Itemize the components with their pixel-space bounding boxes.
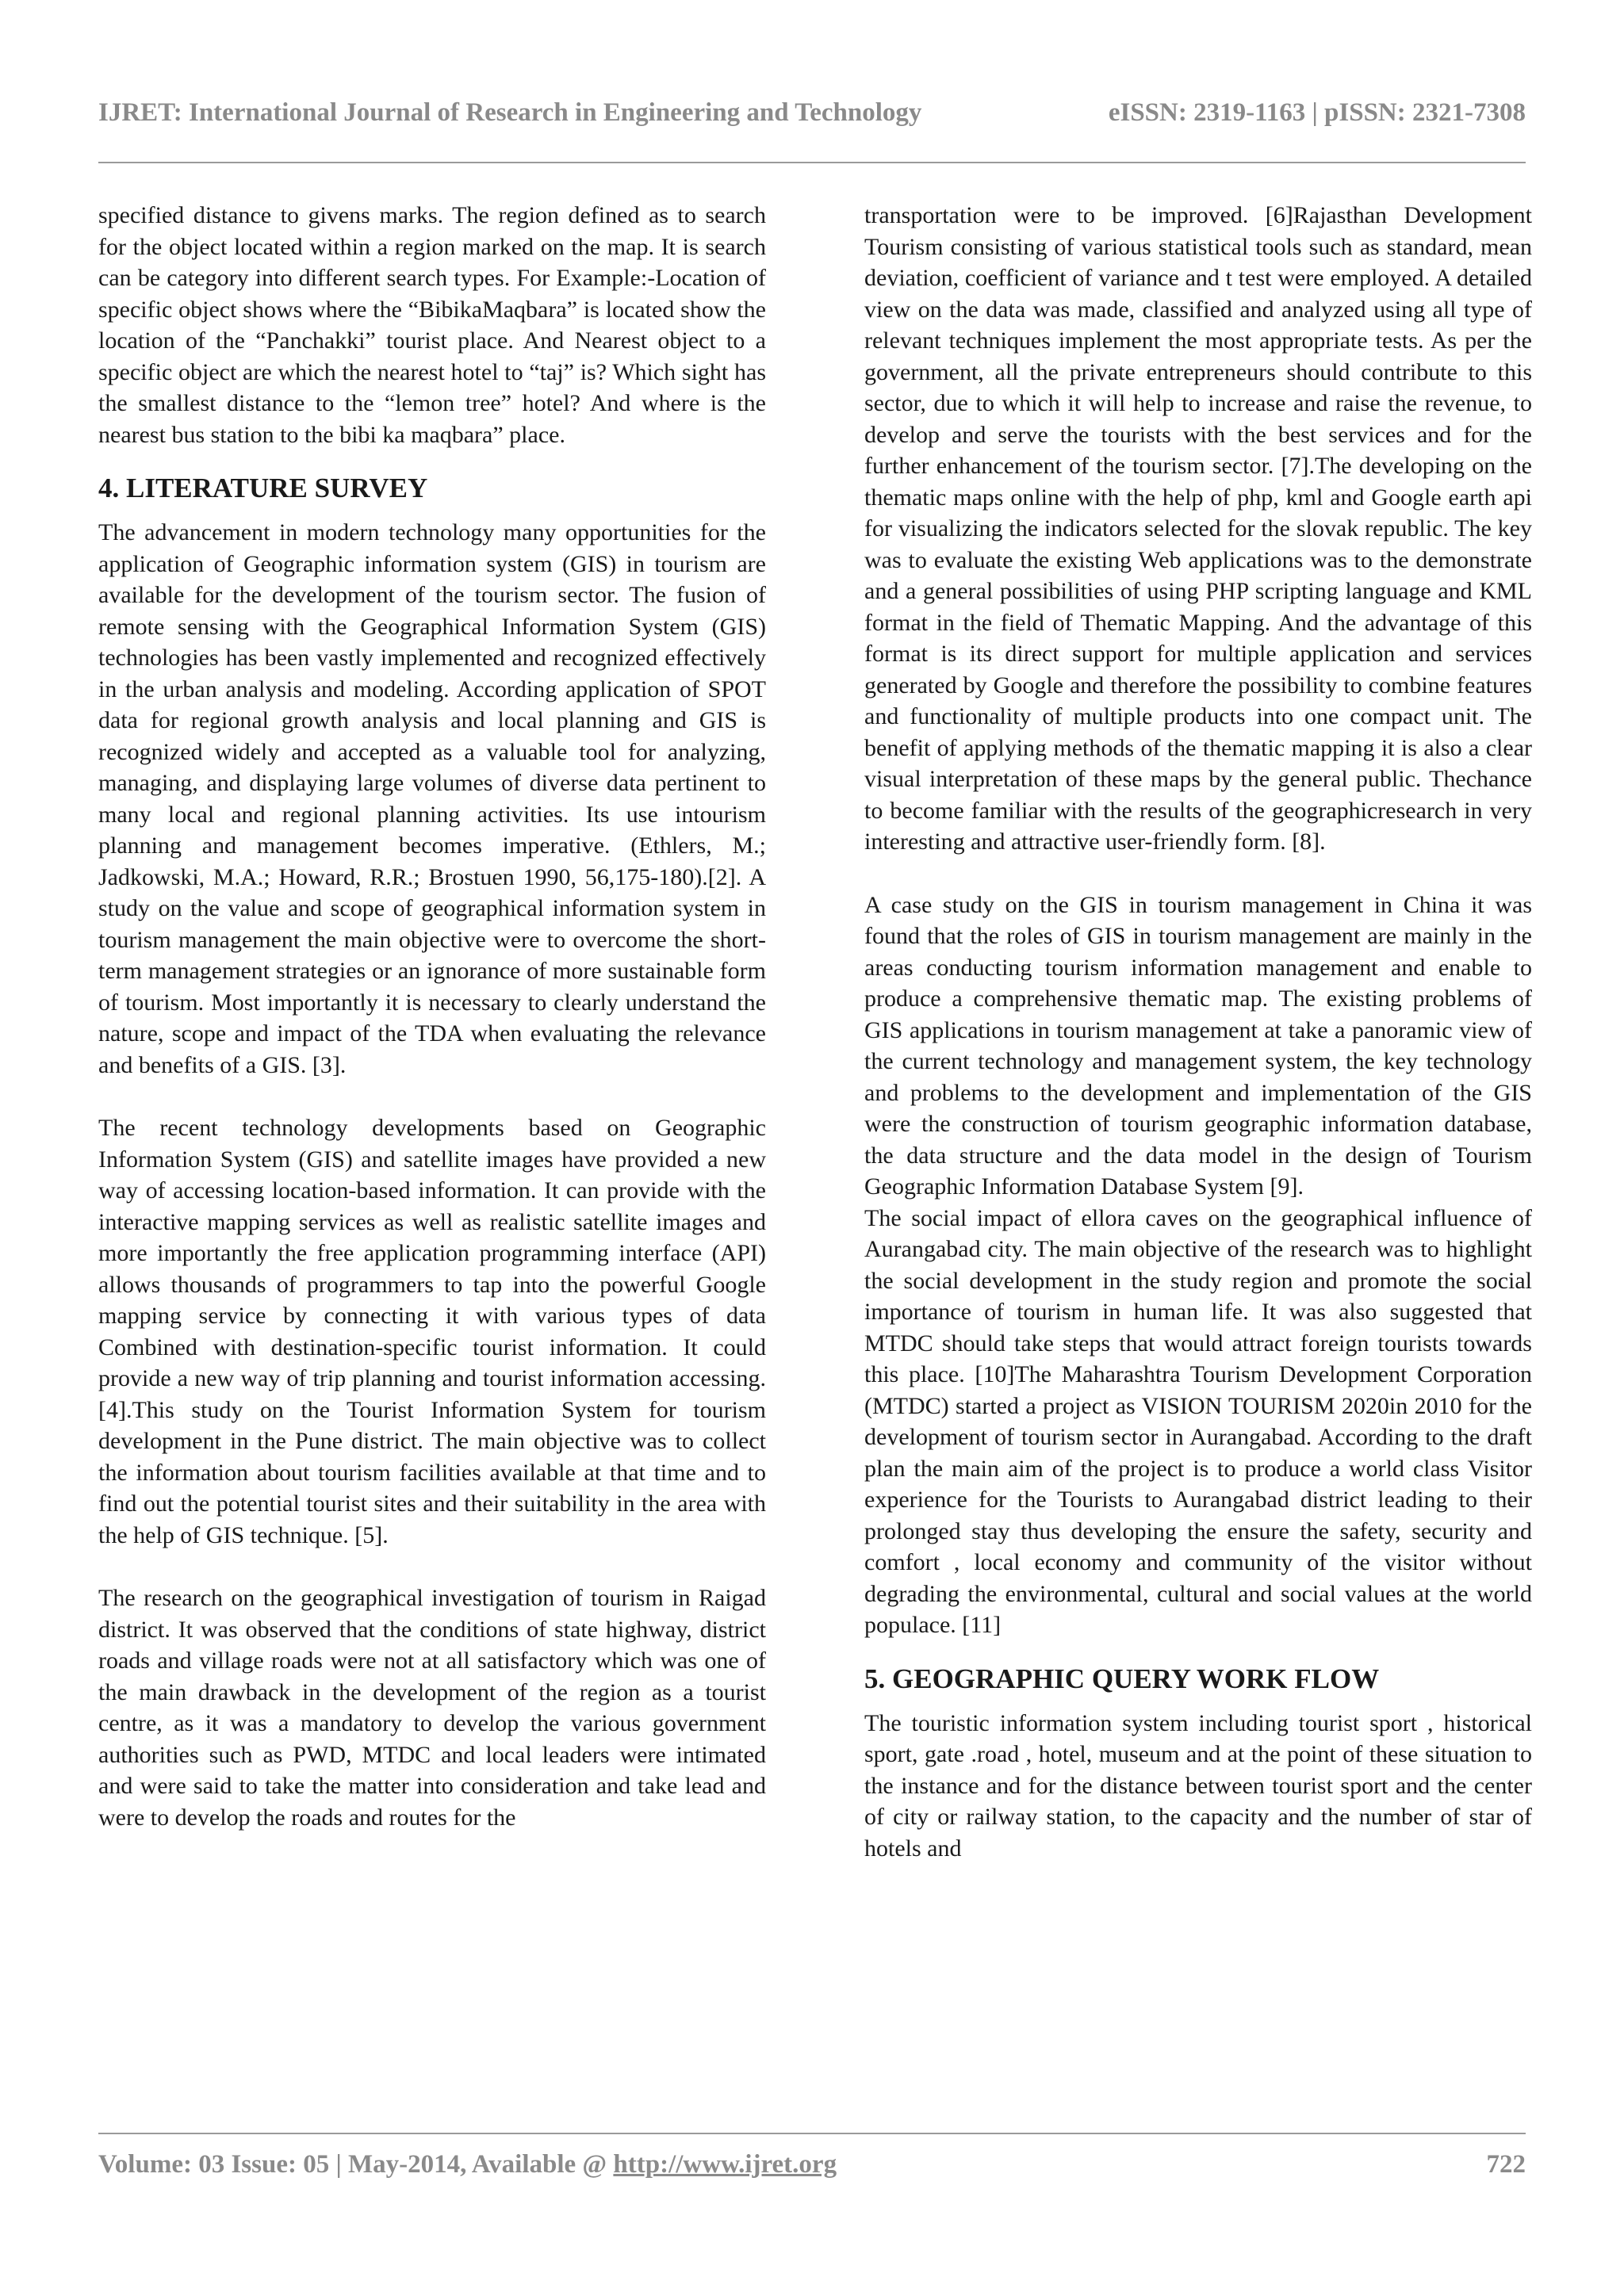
section-heading-literature-survey: 4. LITERATURE SURVEY	[98, 473, 428, 503]
body-paragraph: specified distance to givens marks. The region defined as to search for the object located within a region marked on the map. It is search can be category into different search types. For Example:-Location of specific object shows where the “BibikaMaqbara” is located show the location of the “Panchakki” tourist place. And Nearest object to a specific object are which the nearest hotel to “taj” is? Which sight has the smallest distance to the “lemon tree” hotel? And where is the nearest bus station to the bibi ka maqbara” place.	[98, 202, 766, 448]
body-paragraph: The research on the geographical investigation of tourism in Raigad district. It was observed that the conditions of state highway, district roads and village roads were not at all satisfactory which was one of the main drawback in the development of the region as a tourist centre, as it was a mandatory to develop the various government authorities such as PWD, MTDC and local leaders were intimated and were said to take the matter into consideration and take lead and were to develop the roads and routes for the	[98, 1585, 766, 1831]
body-paragraph: transportation were to be improved. [6]Rajasthan Development Tourism consisting of various statistical tools such as standard, mean deviation, coefficient of variance and t test were employed. A detailed view on the data was made, classified and analyzed using all type of relevant techniques implement the most appropriate tests. As per the government, all the private entrepreneurs should contribute to this sector, due to which it will help to increase and raise the revenue, to develop and serve the tourists with the best services and for the further enhancement of the tourism sector. [7].The developing on the thematic maps online with the help of php, kml and Google earth api for visualizing the indicators selected for the slovak republic. The key was to evaluate the existing Web applications was to the demonstrate and a general possibilities of using PHP scripting language and KML format in the field of Thematic Mapping. And the advantage of this format is its direct support for multiple application and services generated by Google and therefore the possibility to combine features and functionality of multiple products into one compact unit. The benefit of applying methods of the thematic mapping it is also a clear visual interpretation of these maps by the general public. Thechance to become familiar with the results of the geographicresearch in very interesting and attractive user-friendly form. [8].	[864, 202, 1532, 855]
body-paragraph: A case study on the GIS in tourism management in China it was found that the roles of GIS in tourism management are mainly in the areas conducting tourism information management and enable to produce a comprehensive thematic map. The existing problems of GIS applications in tourism management at take a panoramic view of the current technology and management system, the key technology and problems to the development and implementation of the GIS were the construction of tourism geographic information database, the data structure and the data model in the design of Tourism Geographic Information Database System [9].	[864, 891, 1532, 1200]
body-paragraph: The social impact of ellora caves on the geographical influence of Aurangabad city. The main objective of the research was to highlight the social development in the study region and promote the social importance of tourism in human life. It was also suggested that MTDC should take steps that would attract foreign tourists towards this place. [10]The Maharashtra Tourism Development Corporation (MTDC) started a project as VISION TOURISM 2020in 2010 for the development of tourism sector in Aurangabad. According to the draft plan the main aim of the project is to produce a world class Visitor experience for the Tourists to Aurangabad district leading to their prolonged stay thus developing the ensure the safety, security and comfort , local economy and community of the visitor without degrading the environmental, cultural and social values at the world populace. [11]	[864, 1204, 1532, 1638]
body-paragraph: The advancement in modern technology many opportunities for the application of Geographic information system (GIS) in tourism are available for the development of the tourism sector. The fusion of remote sensing with the Geographical Information System (GIS) technologies has been vastly implemented and recognized effectively in the urban analysis and modeling. According application of SPOT data for regional growth analysis and local planning and GIS is recognized widely and accepted as a valuable tool for analyzing, managing, and displaying large volumes of diverse data pertinent to many local and regional planning activities. Its use intourism planning and management becomes imperative. (Ethlers, M.; Jadkowski, M.A.; Howard, R.R.; Brostuen 1990, 56,175-180).[2]. A study on the value and scope of geographical information system in tourism management the main objective were to overcome the short-term management strategies or an ignorance of more sustainable form of tourism. Most importantly it is necessary to clearly understand the nature, scope and impact of the TDA when evaluating the relevance and benefits of a GIS. [3].	[98, 519, 766, 1078]
footer-divider	[98, 2133, 1526, 2134]
body-paragraph: The recent technology developments based on Geographic Information System (GIS) and satellite images have provided a new way of accessing location-based information. It can provide with the interactive mapping services as well as realistic satellite images and more importantly the free application programming interface (API) allows thousands of programmers to tap into the powerful Google mapping service by connecting it with various types of data Combined with destination-specific tourist information. It could provide a new way of trip planning and tourist information accessing. [4].This study on the Tourist Information System for tourism development in the Pune district. The main objective was to collect the information about tourism facilities available at that time and to find out the potential tourist sites and their suitability in the area with the help of GIS technique. [5].	[98, 1115, 766, 1548]
issn-label: eISSN: 2319-1163 | pISSN: 2321-7308	[1108, 98, 1526, 127]
right-column	[864, 200, 1532, 1864]
footer-volume-info	[98, 2150, 837, 2179]
journal-url-link[interactable]: http://www.ijret.org	[613, 2150, 837, 2179]
section-heading-geographic-query-work-flow: 5. GEOGRAPHIC QUERY WORK FLOW	[864, 1663, 1380, 1694]
journal-title: IJRET: International Journal of Research in Engineering and Technology	[98, 98, 922, 127]
body-paragraph: The touristic information system including tourist sport , historical sport, gate .road , hotel, museum and at the point of these situation to the instance and for the distance between tourist sport and the center of city or railway station, to the capacity and the number of star of hotels and	[864, 1709, 1532, 1862]
header-divider	[98, 162, 1526, 163]
page-number: 722	[1486, 2150, 1526, 2179]
left-column	[98, 200, 766, 1833]
volume-label: Volume: 03 Issue: 05 | May-2014, Available @	[98, 2150, 614, 2179]
